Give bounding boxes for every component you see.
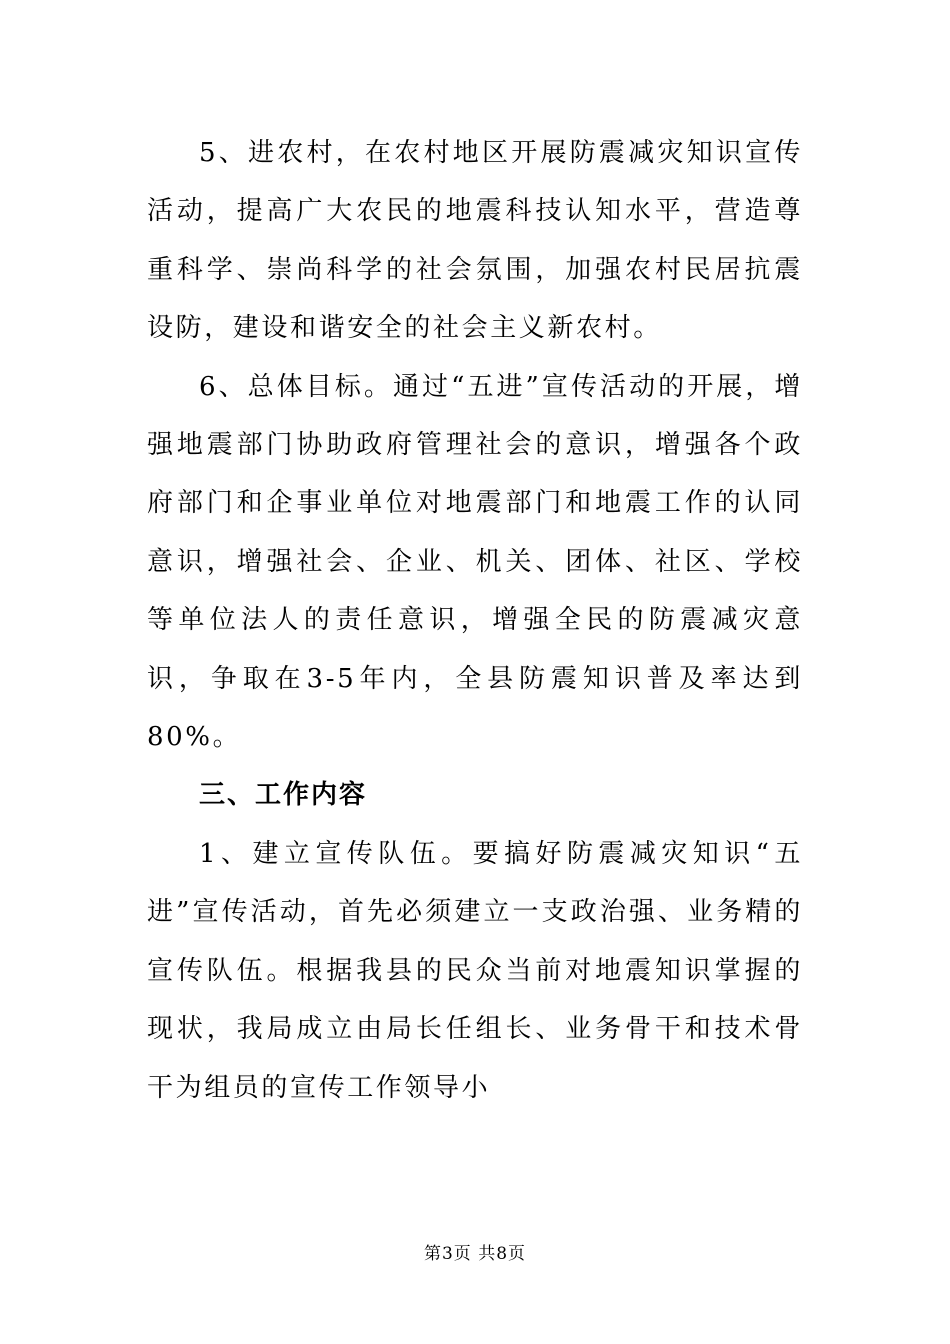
page-number-footer: 第3页 共8页 [423, 1244, 527, 1264]
paragraph-team: 1、建立宣传队伍。要搞好防震减灾知识“五进”宣传活动，首先必须建立一支政治强、业务精的宣传队伍。根据我县的民众当前对地震知识掌握的现状，我局成立由局长任组长、业务骨干和技术骨干为组员的宣传工作领导小 [147, 838, 803, 1103]
paragraph-overall-goal: 6、总体目标。通过“五进”宣传活动的开展，增强地震部门协助政府管理社会的意识，增强各个政府部门和企事业单位对地震部门和地震工作的认同意识，增强社会、企业、机关、团体、社区、学校等单位法人的责任意识，增强全民的防震减灾意识，争取在3-5年内，全县防震知识普及率达到80%。 [147, 371, 803, 753]
section-heading-work-content: 三、工作内容 [199, 780, 368, 811]
document-body [147, 124, 803, 1117]
paragraph-village: 5、进农村，在农村地区开展防震减灾知识宣传活动，提高广大农民的地震科技认知水平，营造尊重科学、崇尚科学的社会氛围，加强农村民居抗震设防，建设和谐安全的社会主义新农村。 [147, 138, 803, 344]
